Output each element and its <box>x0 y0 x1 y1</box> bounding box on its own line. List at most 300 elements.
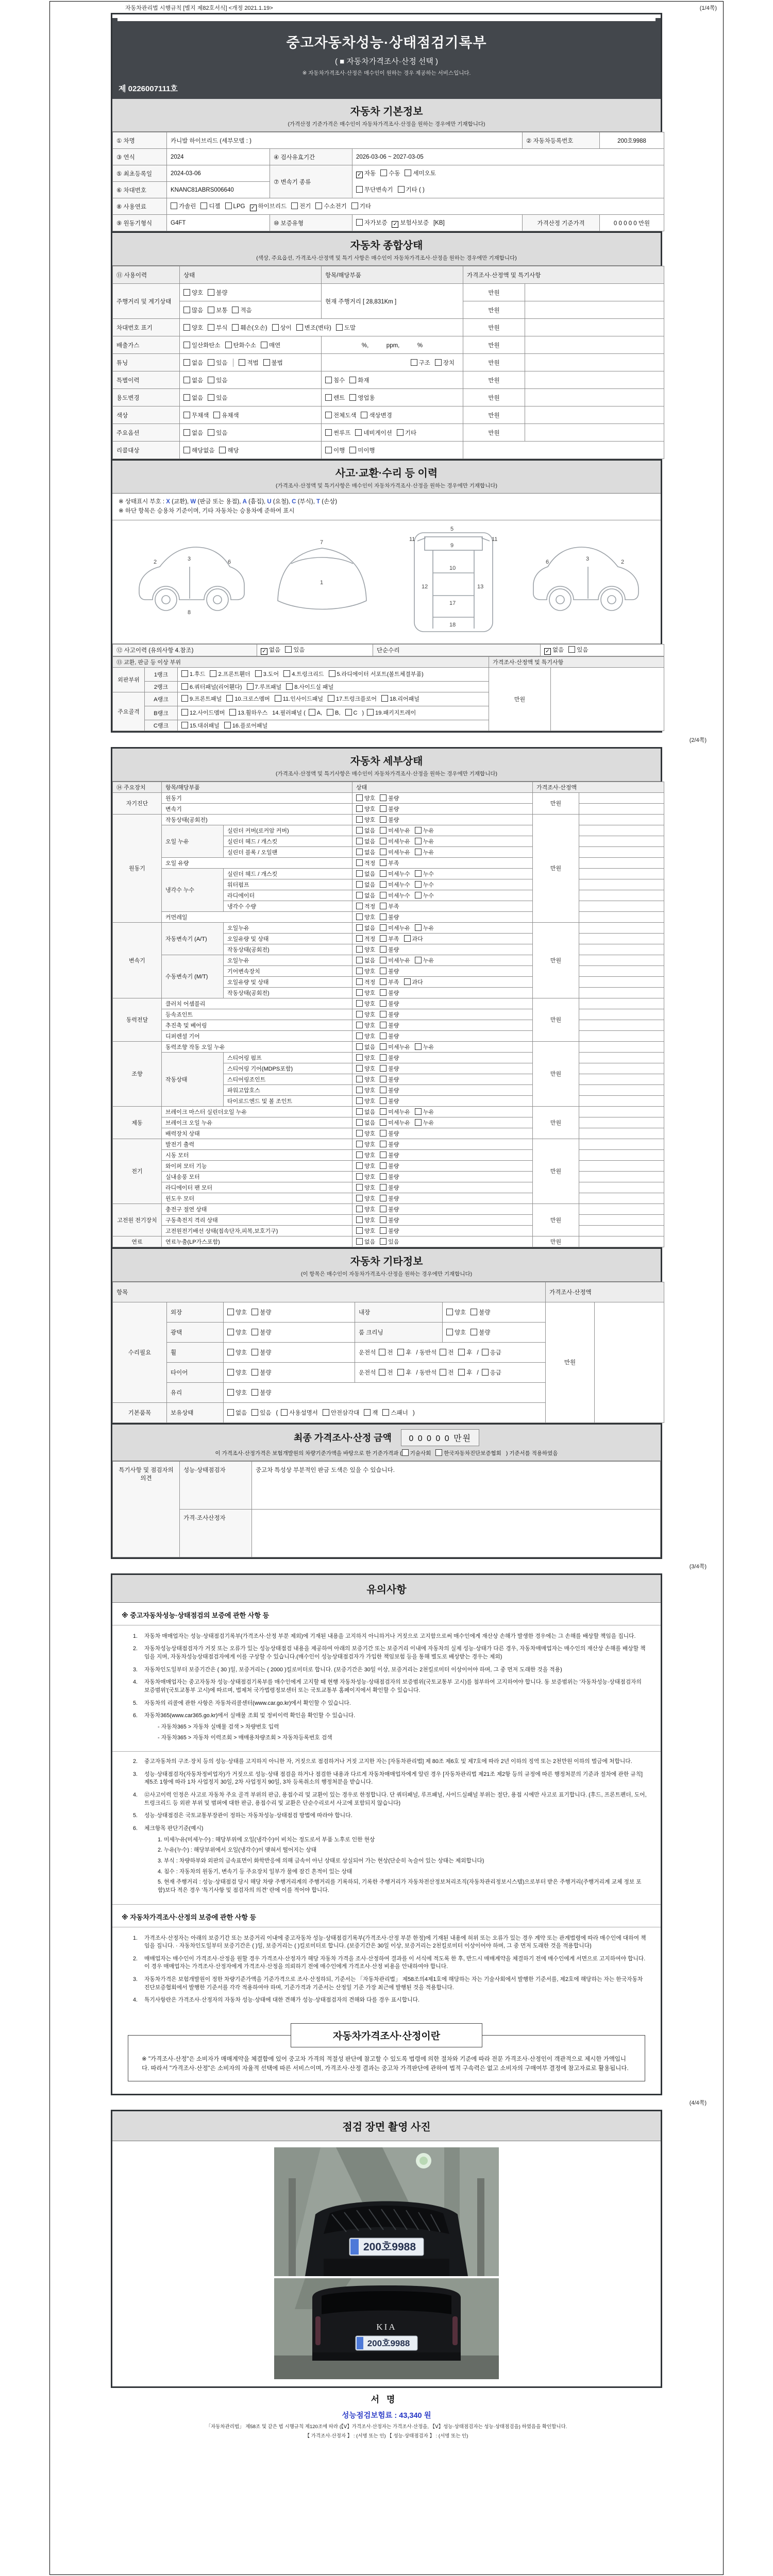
checkbox-icon[interactable] <box>415 1119 422 1126</box>
checkbox-icon[interactable] <box>440 1369 446 1376</box>
checkbox-option[interactable] <box>380 1140 399 1148</box>
checkbox-icon[interactable] <box>356 1227 363 1234</box>
checkbox-option[interactable] <box>380 1108 410 1116</box>
checkbox-icon[interactable] <box>380 957 386 963</box>
checkbox-icon[interactable] <box>356 1097 363 1104</box>
checkbox-icon[interactable] <box>296 324 303 331</box>
checkbox-option[interactable] <box>380 891 410 900</box>
checkbox-icon[interactable] <box>380 1076 386 1082</box>
checkbox-icon[interactable] <box>327 709 333 716</box>
checkbox-option[interactable] <box>415 848 434 856</box>
checkbox-icon[interactable] <box>356 1087 363 1093</box>
checkbox-option[interactable] <box>251 1308 271 1316</box>
checkbox-icon[interactable] <box>379 1349 385 1355</box>
checkbox-icon[interactable] <box>356 1000 363 1007</box>
checkbox-option[interactable] <box>183 359 203 367</box>
checkbox-icon[interactable] <box>208 377 214 383</box>
checkbox-option[interactable] <box>325 394 345 402</box>
checkbox-icon[interactable] <box>272 324 279 331</box>
checkbox-option[interactable] <box>415 870 434 878</box>
checkbox-option[interactable] <box>380 805 399 813</box>
checkbox-icon[interactable] <box>263 359 270 366</box>
checkbox-icon[interactable] <box>397 1349 404 1355</box>
checkbox-icon[interactable] <box>380 849 386 855</box>
checkbox-option[interactable] <box>405 169 435 177</box>
checkbox-option[interactable] <box>470 1308 490 1316</box>
checkbox-option[interactable] <box>380 826 410 835</box>
checkbox-option[interactable] <box>226 693 270 705</box>
checkbox-icon[interactable] <box>380 1000 386 1007</box>
checkbox-icon[interactable] <box>380 794 386 801</box>
checkbox-icon[interactable] <box>380 1162 386 1169</box>
checkbox-option[interactable] <box>404 935 423 943</box>
checkbox-option[interactable] <box>380 1129 399 1138</box>
checkbox-option[interactable] <box>356 880 375 889</box>
checkbox-icon[interactable] <box>356 1043 363 1050</box>
checkbox-option[interactable] <box>380 967 399 975</box>
checkbox-option[interactable] <box>227 1348 247 1357</box>
checkbox-icon[interactable] <box>356 849 363 855</box>
checkbox-icon[interactable] <box>356 978 363 985</box>
checkbox-option[interactable] <box>356 859 375 867</box>
checkbox-option[interactable] <box>379 1368 393 1377</box>
checkbox-option[interactable] <box>281 1409 318 1417</box>
checkbox-option[interactable] <box>227 1308 247 1316</box>
checkbox-option[interactable] <box>361 411 392 419</box>
checkbox-option[interactable] <box>263 359 283 367</box>
checkbox-icon[interactable] <box>361 412 367 418</box>
checkbox-icon[interactable] <box>356 816 363 823</box>
checkbox-icon[interactable] <box>181 670 188 677</box>
checkbox-option[interactable] <box>356 1162 375 1170</box>
checkbox-icon[interactable] <box>208 394 214 401</box>
checkbox-icon[interactable] <box>247 683 254 690</box>
checkbox-option[interactable] <box>458 1368 472 1377</box>
checkbox-icon[interactable] <box>446 1329 453 1335</box>
checkbox-option[interactable] <box>380 1097 399 1105</box>
checkbox-icon[interactable] <box>227 1349 234 1355</box>
checkbox-icon[interactable] <box>380 1054 386 1061</box>
checkbox-option[interactable] <box>355 429 392 437</box>
checkbox-icon[interactable] <box>309 709 315 716</box>
checkbox-icon[interactable] <box>336 324 343 331</box>
checkbox-option[interactable] <box>356 1173 375 1181</box>
checkbox-option[interactable] <box>227 1388 247 1397</box>
checkbox-icon[interactable] <box>440 1349 446 1355</box>
checkbox-option[interactable] <box>356 1205 375 1213</box>
checkbox-option[interactable] <box>356 1129 375 1138</box>
checkbox-icon[interactable] <box>380 1227 386 1234</box>
checkbox-icon[interactable] <box>210 670 216 677</box>
checkbox-option[interactable] <box>356 978 375 986</box>
checkbox-option[interactable] <box>227 1409 247 1417</box>
checkbox-option[interactable] <box>356 945 375 954</box>
checkbox-option[interactable] <box>327 707 340 719</box>
checkbox-option[interactable] <box>380 1021 399 1029</box>
checkbox-option[interactable] <box>224 721 267 730</box>
checkbox-icon[interactable] <box>380 1119 386 1126</box>
checkbox-option[interactable] <box>345 707 358 719</box>
checkbox-icon[interactable] <box>458 1369 465 1376</box>
checkbox-option[interactable] <box>381 693 419 705</box>
checkbox-option[interactable] <box>356 967 375 975</box>
checkbox-icon[interactable] <box>415 924 422 931</box>
checkbox-icon[interactable] <box>181 683 188 690</box>
checkbox-option[interactable] <box>380 1064 399 1073</box>
checkbox-option[interactable] <box>356 1238 375 1246</box>
checkbox-icon[interactable] <box>229 709 236 716</box>
checkbox-icon[interactable] <box>446 1309 453 1315</box>
checkbox-icon[interactable] <box>356 1184 363 1191</box>
checkbox-icon[interactable] <box>251 1409 258 1416</box>
checkbox-icon[interactable] <box>415 881 422 888</box>
checkbox-option[interactable] <box>380 978 399 986</box>
checkbox-icon[interactable] <box>225 202 232 209</box>
checkbox-option[interactable] <box>356 891 375 900</box>
checkbox-icon[interactable] <box>325 429 332 436</box>
checkbox-option[interactable] <box>349 446 375 454</box>
checkbox-option[interactable] <box>356 185 393 194</box>
checkbox-option[interactable] <box>380 1162 399 1170</box>
checkbox-option[interactable] <box>200 202 220 210</box>
checkbox-option[interactable] <box>380 956 410 964</box>
checkbox-option[interactable] <box>210 669 250 680</box>
checkbox-icon[interactable] <box>380 924 386 931</box>
checkbox-option[interactable] <box>380 1043 410 1051</box>
checkbox-option[interactable] <box>446 1328 466 1336</box>
checkbox-option[interactable] <box>356 1064 375 1073</box>
checkbox-icon[interactable] <box>380 816 386 823</box>
checkbox-option[interactable] <box>356 1043 375 1051</box>
checkbox-option[interactable] <box>440 1368 453 1377</box>
checkbox-icon[interactable] <box>381 695 388 702</box>
checkbox-icon[interactable] <box>380 1032 386 1039</box>
checkbox-icon[interactable] <box>380 881 386 888</box>
checkbox-icon[interactable] <box>356 794 363 801</box>
checkbox-option[interactable] <box>255 669 279 680</box>
checkbox-icon[interactable] <box>323 1409 329 1416</box>
checkbox-option[interactable] <box>229 707 267 719</box>
checkbox-icon[interactable] <box>325 377 332 383</box>
checkbox-icon[interactable] <box>325 447 332 453</box>
checkbox-icon[interactable] <box>225 342 232 348</box>
checkbox-option[interactable] <box>183 289 203 297</box>
checkbox-option[interactable] <box>380 1118 410 1127</box>
checkbox-option[interactable] <box>356 870 375 878</box>
checkbox-option[interactable] <box>356 1183 375 1192</box>
checkbox-option[interactable] <box>411 359 430 367</box>
checkbox-option[interactable] <box>380 859 399 867</box>
checkbox-icon[interactable] <box>356 1141 363 1147</box>
checkbox-icon[interactable] <box>380 978 386 985</box>
checkbox-icon[interactable] <box>227 1329 234 1335</box>
checkbox-icon[interactable] <box>171 202 177 209</box>
checkbox-option[interactable] <box>440 1348 453 1357</box>
checkbox-option[interactable] <box>251 1348 271 1357</box>
checkbox-icon[interactable] <box>281 1409 288 1416</box>
checkbox-icon[interactable] <box>351 202 358 209</box>
checkbox-icon[interactable] <box>380 1108 386 1115</box>
checkbox-option[interactable] <box>356 1054 375 1062</box>
checkbox-option[interactable] <box>397 1368 411 1377</box>
checkbox-option[interactable] <box>208 429 227 437</box>
checkbox-icon[interactable] <box>415 1043 422 1050</box>
checkbox-option[interactable] <box>458 1348 472 1357</box>
checkbox-option[interactable] <box>398 185 425 194</box>
checkbox-option[interactable] <box>183 324 203 332</box>
checkbox-option[interactable] <box>356 924 375 932</box>
checkbox-icon[interactable] <box>208 429 214 436</box>
checkbox-icon[interactable] <box>349 447 356 453</box>
checkbox-icon[interactable] <box>356 913 363 920</box>
checkbox-option[interactable] <box>232 324 267 332</box>
checkbox-option[interactable] <box>415 924 434 932</box>
checkbox-icon[interactable] <box>261 342 267 348</box>
checkbox-icon[interactable] <box>325 394 332 401</box>
checkbox-option[interactable] <box>397 1348 411 1357</box>
checkbox-option[interactable] <box>364 1409 378 1417</box>
checkbox-option[interactable] <box>356 169 376 178</box>
checkbox-icon[interactable] <box>183 447 190 453</box>
checkbox-icon[interactable] <box>213 412 220 418</box>
checkbox-icon[interactable] <box>356 219 363 226</box>
checkbox-option[interactable] <box>415 880 434 889</box>
checkbox-option[interactable] <box>283 669 324 680</box>
checkbox-icon[interactable] <box>251 1349 258 1355</box>
checkbox-option[interactable] <box>380 1151 399 1159</box>
checkbox-icon[interactable] <box>380 935 386 942</box>
checkbox-option[interactable] <box>380 1086 399 1094</box>
checkbox-icon[interactable] <box>251 1309 258 1315</box>
checkbox-icon[interactable] <box>183 342 190 348</box>
checkbox-icon[interactable] <box>291 202 298 209</box>
checkbox-option[interactable] <box>397 429 416 437</box>
checkbox-option[interactable] <box>225 341 256 349</box>
checkbox-option[interactable] <box>208 306 227 314</box>
checkbox-option[interactable] <box>315 202 346 210</box>
checkbox-icon[interactable] <box>356 186 363 193</box>
checkbox-icon[interactable] <box>380 1195 386 1201</box>
checkbox-option[interactable] <box>380 169 400 177</box>
checkbox-icon[interactable] <box>380 1097 386 1104</box>
checkbox-option[interactable] <box>183 306 203 314</box>
checkbox-icon[interactable] <box>380 1087 386 1093</box>
checkbox-option[interactable] <box>208 394 227 402</box>
checkbox-icon[interactable] <box>356 1195 363 1201</box>
checkbox-icon[interactable] <box>404 935 411 942</box>
checkbox-option[interactable] <box>568 646 588 654</box>
checkbox-icon[interactable] <box>283 670 290 677</box>
checkbox-option[interactable] <box>380 870 410 878</box>
checkbox-icon[interactable] <box>356 1065 363 1072</box>
checkbox-icon[interactable] <box>380 989 386 996</box>
checkbox-option[interactable] <box>251 1328 271 1336</box>
checkbox-icon[interactable] <box>227 1369 234 1376</box>
checkbox-option[interactable] <box>208 359 227 367</box>
checkbox-icon[interactable] <box>379 1369 385 1376</box>
checkbox-icon[interactable] <box>380 870 386 877</box>
checkbox-icon[interactable] <box>356 1173 363 1180</box>
checkbox-icon[interactable] <box>181 709 188 716</box>
checkbox-icon[interactable] <box>356 805 363 812</box>
checkbox-option[interactable] <box>272 324 292 332</box>
checkbox-icon[interactable] <box>255 670 262 677</box>
checkbox-option[interactable] <box>380 989 399 997</box>
checkbox-icon[interactable] <box>349 377 356 383</box>
checkbox-option[interactable] <box>356 989 375 997</box>
checkbox-option[interactable] <box>356 1032 375 1040</box>
checkbox-icon[interactable] <box>224 722 231 728</box>
checkbox-option[interactable] <box>415 1043 434 1051</box>
checkbox-icon[interactable] <box>380 170 387 176</box>
checkbox-icon[interactable] <box>380 968 386 974</box>
checkbox-option[interactable] <box>380 1205 399 1213</box>
checkbox-option[interactable] <box>329 669 424 680</box>
checkbox-icon[interactable] <box>227 1389 234 1396</box>
checkbox-checked-icon[interactable]: ✓ <box>392 221 398 228</box>
checkbox-icon[interactable] <box>251 1329 258 1335</box>
checkbox-option[interactable] <box>415 956 434 964</box>
checkbox-icon[interactable] <box>380 859 386 866</box>
checkbox-option[interactable] <box>415 1108 434 1116</box>
checkbox-icon[interactable] <box>380 1173 386 1180</box>
checkbox-option[interactable] <box>415 1118 434 1127</box>
checkbox-option[interactable] <box>208 289 227 297</box>
checkbox-icon[interactable] <box>380 903 386 909</box>
checkbox-icon[interactable] <box>181 695 188 702</box>
checkbox-icon[interactable] <box>380 838 386 844</box>
checkbox-icon[interactable] <box>325 412 332 418</box>
checkbox-option[interactable] <box>470 1328 490 1336</box>
checkbox-option[interactable] <box>380 1075 399 1083</box>
checkbox-option[interactable] <box>380 848 410 856</box>
checkbox-option[interactable] <box>296 324 331 332</box>
checkbox-icon[interactable] <box>435 359 442 366</box>
checkbox-option[interactable] <box>380 924 410 932</box>
checkbox-option[interactable] <box>415 826 434 835</box>
checkbox-option[interactable] <box>392 218 429 228</box>
checkbox-icon[interactable] <box>227 1309 234 1315</box>
checkbox-icon[interactable] <box>356 1108 363 1115</box>
checkbox-option[interactable] <box>415 837 434 845</box>
checkbox-option[interactable] <box>356 1118 375 1127</box>
checkbox-option[interactable] <box>356 999 375 1008</box>
checkbox-icon[interactable] <box>364 1409 371 1416</box>
checkbox-icon[interactable] <box>411 359 417 366</box>
checkbox-option[interactable] <box>356 1227 375 1235</box>
checkbox-option[interactable] <box>356 1140 375 1148</box>
checkbox-option[interactable] <box>356 794 375 802</box>
checkbox-option[interactable] <box>380 1194 399 1202</box>
checkbox-option[interactable] <box>482 1348 501 1357</box>
checkbox-option[interactable] <box>275 693 323 705</box>
checkbox-option[interactable] <box>380 1173 399 1181</box>
checkbox-option[interactable] <box>379 1348 393 1357</box>
checkbox-option[interactable] <box>356 1010 375 1019</box>
checkbox-icon[interactable] <box>402 1449 409 1456</box>
checkbox-option[interactable] <box>261 341 280 349</box>
checkbox-icon[interactable] <box>183 412 190 418</box>
checkbox-icon[interactable] <box>380 1184 386 1191</box>
checkbox-icon[interactable] <box>356 870 363 877</box>
checkbox-option[interactable] <box>380 1032 399 1040</box>
checkbox-option[interactable] <box>227 1368 247 1377</box>
checkbox-option[interactable] <box>309 707 322 719</box>
checkbox-option[interactable] <box>380 1010 399 1019</box>
checkbox-icon[interactable] <box>219 447 226 453</box>
checkbox-icon[interactable] <box>208 307 214 313</box>
checkbox-option[interactable] <box>356 805 375 813</box>
checkbox-icon[interactable] <box>356 1076 363 1082</box>
checkbox-option[interactable] <box>208 376 227 384</box>
checkbox-option[interactable] <box>323 1409 360 1417</box>
checkbox-icon[interactable] <box>415 849 422 855</box>
checkbox-icon[interactable] <box>415 870 422 877</box>
checkbox-icon[interactable] <box>415 1108 422 1115</box>
checkbox-icon[interactable] <box>380 946 386 953</box>
checkbox-icon[interactable] <box>227 1409 234 1416</box>
checkbox-option[interactable] <box>356 902 375 910</box>
checkbox-icon[interactable] <box>356 924 363 931</box>
checkbox-icon[interactable] <box>232 324 239 331</box>
checkbox-icon[interactable] <box>568 646 575 653</box>
checkbox-option[interactable] <box>261 646 280 655</box>
checkbox-icon[interactable] <box>183 394 190 401</box>
checkbox-icon[interactable] <box>380 1043 386 1050</box>
checkbox-option[interactable] <box>382 1409 408 1417</box>
checkbox-icon[interactable] <box>356 989 363 996</box>
checkbox-icon[interactable] <box>367 709 374 716</box>
checkbox-option[interactable] <box>251 1409 271 1417</box>
checkbox-option[interactable] <box>415 891 434 900</box>
checkbox-icon[interactable] <box>380 913 386 920</box>
checkbox-icon[interactable] <box>183 377 190 383</box>
checkbox-option[interactable] <box>402 1449 431 1457</box>
checkbox-option[interactable] <box>183 446 214 454</box>
checkbox-icon[interactable] <box>380 1065 386 1072</box>
checkbox-option[interactable] <box>380 935 399 943</box>
checkbox-icon[interactable] <box>355 429 362 436</box>
checkbox-option[interactable] <box>239 359 258 367</box>
checkbox-icon[interactable] <box>356 838 363 844</box>
checkbox-option[interactable] <box>380 999 399 1008</box>
checkbox-option[interactable] <box>356 848 375 856</box>
checkbox-icon[interactable] <box>183 359 190 366</box>
checkbox-icon[interactable] <box>435 1449 442 1456</box>
checkbox-option[interactable] <box>181 707 225 719</box>
checkbox-icon[interactable] <box>356 827 363 834</box>
checkbox-icon[interactable] <box>397 429 404 436</box>
checkbox-icon[interactable] <box>286 683 293 690</box>
checkbox-icon[interactable] <box>356 892 363 899</box>
checkbox-option[interactable] <box>380 816 399 824</box>
checkbox-icon[interactable] <box>356 859 363 866</box>
checkbox-icon[interactable] <box>356 968 363 974</box>
checkbox-icon[interactable] <box>458 1349 465 1355</box>
checkbox-option[interactable] <box>181 721 220 730</box>
checkbox-icon[interactable] <box>380 1130 386 1137</box>
checkbox-option[interactable] <box>291 202 311 210</box>
checkbox-option[interactable] <box>251 1388 271 1397</box>
checkbox-option[interactable] <box>219 446 239 454</box>
checkbox-option[interactable] <box>251 1368 271 1377</box>
checkbox-icon[interactable] <box>345 709 352 716</box>
checkbox-checked-icon[interactable]: ✓ <box>261 648 267 655</box>
checkbox-option[interactable] <box>183 429 203 437</box>
checkbox-option[interactable] <box>435 359 455 367</box>
checkbox-icon[interactable] <box>356 1022 363 1028</box>
checkbox-icon[interactable] <box>380 805 386 812</box>
